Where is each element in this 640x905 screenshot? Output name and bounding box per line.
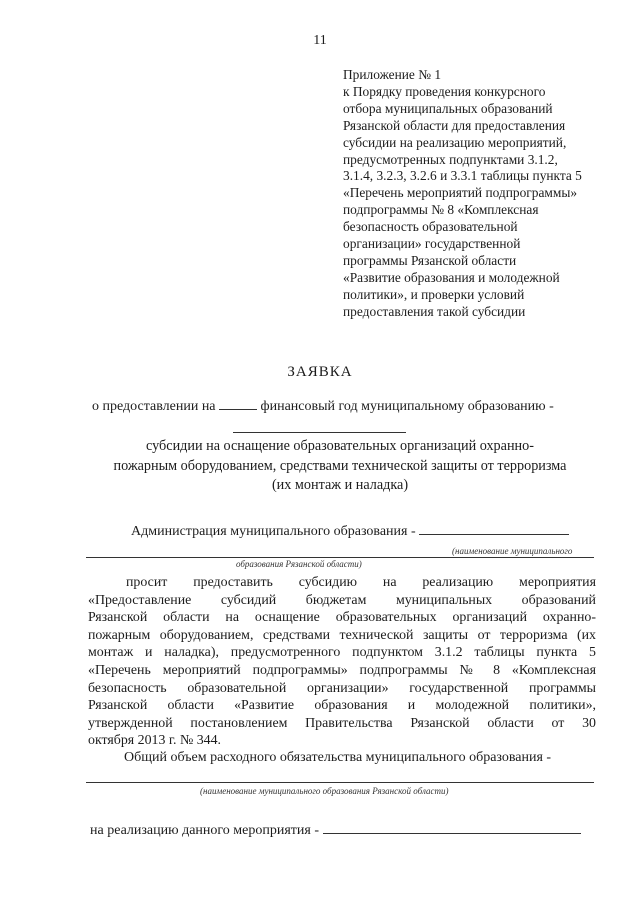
subsidy-purpose-line: субсидии на оснащение образовательных организаций охранно- <box>146 438 534 454</box>
expenditure-caption: (наименование муниципального образования Рязанской области) <box>200 786 449 796</box>
subsidy-purpose-line: пожарным оборудованием, средствами технической защиты от терроризма <box>113 457 567 474</box>
paragraph-line: безопасность образовательной организации» государственной программы <box>88 680 596 696</box>
appendix-line: Рязанской области для предоставления <box>343 117 566 133</box>
municipality-blank-line[interactable] <box>233 432 406 433</box>
document-title: ЗАЯВКА <box>287 364 353 380</box>
appendix-line: организации» государственной <box>343 236 521 252</box>
appendix-line: предоставления такой субсидии <box>343 303 526 319</box>
paragraph-line: октября 2013 г. № 344. <box>88 733 222 749</box>
appendix-line: предусмотренных подпунктами 3.1.2, <box>343 151 558 167</box>
paragraph-line: «Предоставление субсидий бюджетам муниципальных образований <box>88 592 596 608</box>
expenditure-underline[interactable] <box>86 782 594 783</box>
paragraph-line: Рязанской области «Развитие образования и молодежной политики», <box>88 698 596 714</box>
appendix-line: политики», и проверки условий <box>343 286 525 302</box>
paragraph-line: «Перечень мероприятий подпрограммы» подпрограммы № 8 «Комплексная <box>88 662 596 678</box>
provision-line <box>92 399 554 415</box>
paragraph-line: пожарным оборудованием, средствами технической защиты от терроризма (их <box>88 627 596 643</box>
administration-text: Администрация муниципального образования - <box>131 524 416 539</box>
administration-line <box>131 524 569 540</box>
subsidy-purpose-line: (их монтаж и наладка) <box>271 477 409 493</box>
appendix-line: «Перечень мероприятий подпрограммы» <box>343 185 578 201</box>
appendix-line: безопасность образовательной <box>343 219 518 235</box>
implementation-line <box>90 823 581 839</box>
implementation-text: на реализацию данного мероприятия - <box>90 823 320 838</box>
administration-caption-right: (наименование муниципального <box>452 546 573 556</box>
appendix-line: «Развитие образования и молодежной <box>343 269 560 285</box>
provision-text-before: о предоставлении на <box>92 399 216 414</box>
appendix-line: к Порядку проведения конкурсного <box>343 83 546 99</box>
page-number: 11 <box>313 33 327 48</box>
year-blank-field[interactable] <box>219 409 257 410</box>
paragraph-line: Рязанской области на оснащение образовательных организаций охранно- <box>88 610 596 626</box>
appendix-line: Приложение № 1 <box>343 67 442 82</box>
appendix-line: 3.1.4, 3.2.3, 3.2.6 и 3.3.1 таблицы пункта 5 <box>343 168 582 184</box>
appendix-line: отбора муниципальных образований <box>343 100 553 116</box>
appendix-line: подпрограммы № 8 «Комплексная <box>343 202 539 218</box>
administration-underline[interactable] <box>86 557 594 558</box>
implementation-blank-field[interactable] <box>323 833 581 834</box>
request-paragraph <box>88 574 596 750</box>
paragraph-line: утвержденной постановлением Правительства Рязанской области от 30 <box>88 715 596 731</box>
administration-caption-left: образования Рязанской области) <box>236 559 362 569</box>
appendix-line: программы Рязанской области <box>343 252 517 268</box>
appendix-line: субсидии на реализацию мероприятий, <box>343 134 567 150</box>
expenditure-line: Общий объем расходного обязательства муниципального образования - <box>124 750 552 765</box>
paragraph-line: монтаж и наладка), предусмотренного подпунктом 3.1.2 таблицы пункта 5 <box>88 645 596 661</box>
paragraph-line: просит предоставить субсидию на реализацию мероприятия <box>126 575 596 590</box>
administration-blank-field[interactable] <box>419 534 569 535</box>
subsidy-purpose <box>60 437 620 496</box>
provision-text-after: финансовый год муниципальному образованию - <box>260 399 554 414</box>
appendix-header <box>343 67 618 321</box>
